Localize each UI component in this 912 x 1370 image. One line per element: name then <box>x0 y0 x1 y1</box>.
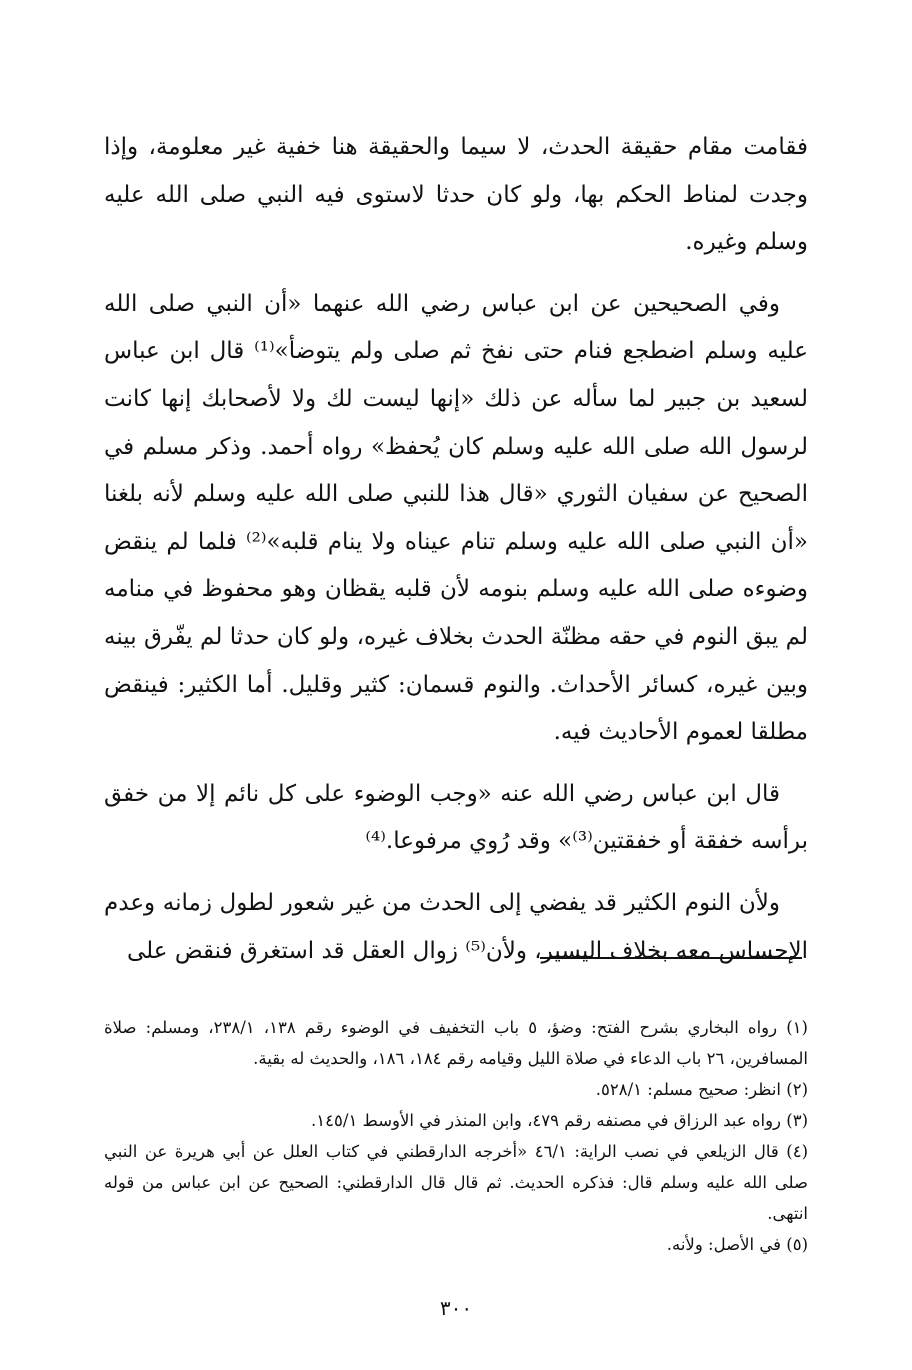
page-number: ٣٠٠ <box>439 1296 473 1320</box>
footnote-3: (٣) رواه عبد الرزاق في مصنفه رقم ٤٧٩، وابن المنذر في الأوسط ١٤٥/١. <box>311 1111 808 1130</box>
paragraph-1: فقامت مقام حقيقة الحدث، لا سيما والحقيقة هنا خفية غير معلومة، وإذا وجدت لمناط الحكم بها، ولو كان حدثا لاستوى فيه النبي صلى الله عليه وسلم وغيره. <box>104 134 808 256</box>
footnote-divider <box>540 957 802 959</box>
footnotes <box>104 1012 808 1260</box>
footnote-1: (١) رواه البخاري بشرح الفتح: وضؤ، ٥ باب التخفيف في الوضوء رقم ١٣٨، ٢٣٨/١، ومسلم: صلاة المسافرين، ٢٦ باب الدعاء في صلاة الليل وقيامه رقم ١٨٤، ١٨٦، والحديث له بقية. <box>104 1018 808 1068</box>
footnote-4: (٤) قال الزيلعي في نصب الراية: ٤٦/١ «أخرجه الدارقطني في كتاب العلل عن أبي هريرة عن النبي صلى الله عليه وسلم قال: فذكره الحديث. ثم قال قال الدارقطني: الصحيح عن ابن عباس من قوله انتهى. <box>104 1142 808 1223</box>
paragraph-4: ولأن النوم الكثير قد يفضي إلى الحدث من غير شعور لطول زمانه وعدم الإحساس معه بخلاف اليسير، ولأن⁽⁵⁾ زوال العقل قد استغرق فنقض على <box>104 889 808 964</box>
main-text <box>104 124 808 989</box>
paragraph-3: قال ابن عباس رضي الله عنه «وجب الوضوء على كل نائم إلا من خفق برأسه خفقة أو خفقتين⁽³⁾» وقد رُوي مرفوعا.⁽⁴⁾ <box>104 780 808 855</box>
footnote-2: (٢) انظر: صحيح مسلم: ٥٢٨/١. <box>595 1080 808 1099</box>
footnote-5: (٥) في الأصل: ولأنه. <box>666 1235 808 1254</box>
paragraph-2: وفي الصحيحين عن ابن عباس رضي الله عنهما «أن النبي صلى الله عليه وسلم اضطجع فنام حتى نفخ ثم صلى ولم يتوضأ»⁽¹⁾ قال ابن عباس لسعيد بن جبير لما سأله عن ذلك «إنها ليست لك ولا لأصحابك إنها كانت لرسول الله صلى الله عليه وسلم كان يُحفظ» رواه أحمد. وذكر مسلم في الصحيح عن سفيان الثوري «قال هذا للنبي صلى الله عليه وسلم لأنه بلغنا «أن النبي صلى الله عليه وسلم تنام عيناه ولا ينام قلبه»⁽²⁾ فلما لم ينقض وضوءه صلى الله عليه وسلم بنومه لأن قلبه يقظان وهو محفوظ في منامه لم يبق النوم في حقه مظنّة الحدث بخلاف غيره، ولو كان حدثا لم يفّرق بينه وبين غيره، كسائر الأحداث. والنوم قسمان: كثير وقليل. أما الكثير: فينقض مطلقا لعموم الأحاديث فيه. <box>104 290 809 746</box>
